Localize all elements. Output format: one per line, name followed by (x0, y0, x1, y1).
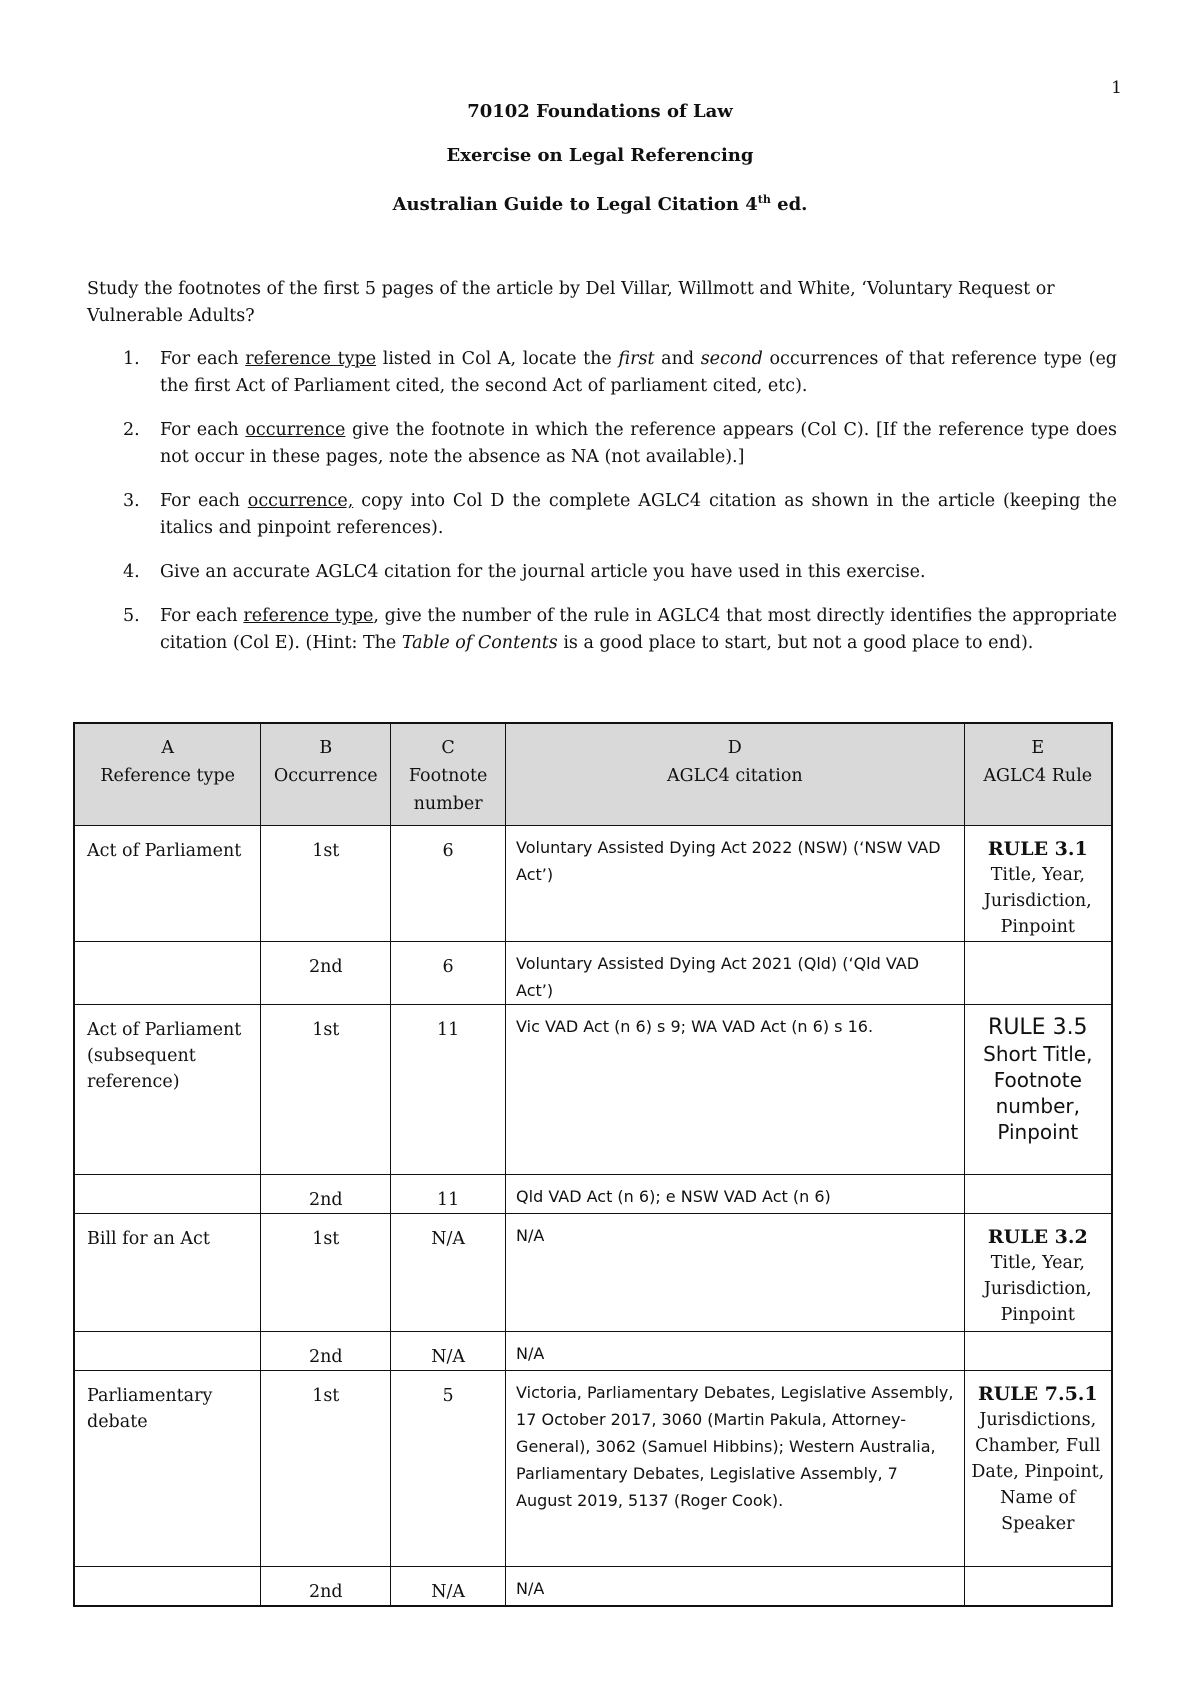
table-row: 2nd N/A N/A (74, 1331, 1112, 1370)
page-number: 1 (1111, 78, 1122, 98)
instruction-item: 5. For each reference type, give the number of the rule in AGLC4 that most directly identifies the appropriate citation (Col E). (Hint: The Table of Contents is a good place to start, but not a good place to end). (123, 606, 1117, 653)
table-header-row (74, 723, 1112, 825)
instruction-item: 1. For each reference type listed in Col A, locate the first and second occurrences of that reference type (eg the first Act of Parliament cited, the second Act of parliament cited, etc). (123, 349, 1118, 396)
instruction-list (87, 346, 1117, 674)
table-row: Bill for an Act 1st N/A N/A RULE 3.2 Title, Year, Jurisdiction, Pinpoint (74, 1213, 1112, 1331)
instruction-item: 3. For each occurrence, copy into Col D the complete AGLC4 citation as shown in the article (keeping the italics and pinpoint references). (123, 491, 1117, 538)
exercise-title: Exercise on Legal Referencing (446, 145, 754, 166)
table-row: Act of Parliament 1st 6 Voluntary Assisted Dying Act 2022 (NSW) (‘NSW VAD Act’) RULE 3.1 Title, Year, Jurisdiction, Pinpoint (74, 825, 1112, 941)
header-b: B Occurrence (261, 723, 391, 825)
course-title: 70102 Foundations of Law (467, 101, 733, 122)
header-e: E AGLC4 Rule (964, 723, 1112, 825)
table-row: Act of Parliament (subsequent reference) 1st 11 Vic VAD Act (n 6) s 9; WA VAD Act (n 6) s 16. RULE 3.5 Short Title, Footnote number, Pinpoint (74, 1004, 1112, 1174)
citation-table (73, 722, 1113, 1607)
document-titles (0, 98, 1200, 230)
table-row: Parliamentary debate 1st 5 Victoria, Parliamentary Debates, Legislative Assembly, 17 October 2017, 3060 (Martin Pakula, Attorney-General), 3062 (Samuel Hibbins); Western Australia, Parliamentary Debates, Legislative Assembly, 7 August 2019, 5137 (Roger Cook). RULE 7.5.1 Jurisdictions, Chamber, Full Date, Pinpoint, Name of Speaker (74, 1370, 1112, 1566)
instruction-item: 2. For each occurrence give the footnote in which the reference appears (Col C). [If the reference type does not occur in these pages, note the absence as NA (not available).] (123, 420, 1117, 467)
header-d: D AGLC4 citation (506, 723, 965, 825)
table-row: 2nd 6 Voluntary Assisted Dying Act 2021 (Qld) (‘Qld VAD Act’) (74, 941, 1112, 1004)
guide-title: Australian Guide to Legal Citation 4th ed. (392, 193, 808, 215)
table-row: 2nd N/A N/A (74, 1566, 1112, 1606)
header-c: C Footnote number (391, 723, 506, 825)
intro-paragraph: Study the footnotes of the first 5 pages of the article by Del Villar, Willmott and White, ‘Voluntary Request or Vulnerable Adults? (87, 279, 1055, 326)
instruction-item: 4. Give an accurate AGLC4 citation for the journal article you have used in this exercise. (123, 562, 926, 582)
table-row: 2nd 11 Qld VAD Act (n 6); e NSW VAD Act (n 6) (74, 1174, 1112, 1213)
header-a: A Reference type (74, 723, 261, 825)
